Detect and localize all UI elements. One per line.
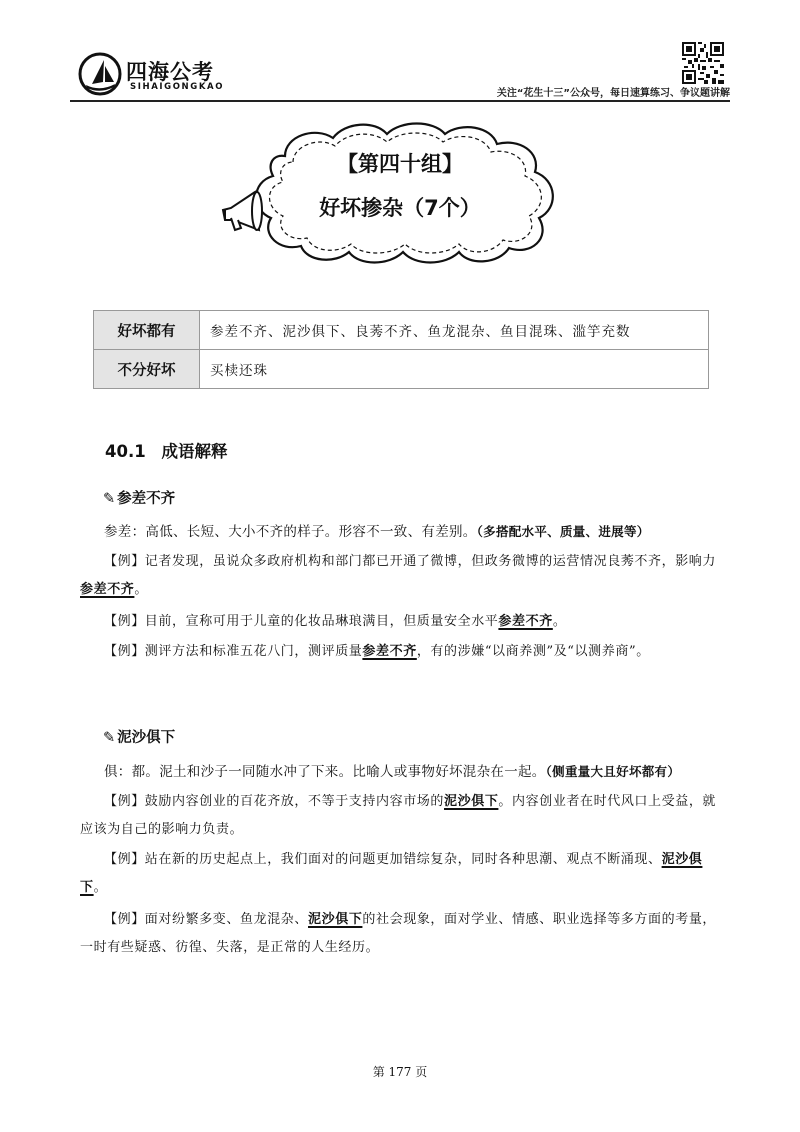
section-title-text: 成语解释 bbox=[161, 442, 228, 461]
table-row bbox=[94, 311, 709, 350]
example-paragraph: 【例】目前，宣称可用于儿童的化妆品琳琅满目，但质量安全水平参差不齐。 bbox=[104, 614, 567, 629]
header-note: 关注“花生十三”公众号，每日速算练习、争议题讲解 bbox=[496, 88, 730, 99]
idiom-definition: 俱：都。泥土和沙子一同随水冲了下来。比喻人或事物好坏混杂在一起。（侧重量大且好坏都有） bbox=[104, 764, 681, 780]
group-title: 【第四十组】 bbox=[337, 152, 463, 176]
page-header bbox=[70, 40, 730, 102]
brand-name-latin: SIHAIGONGKAO bbox=[130, 82, 225, 92]
pencil-icon: ✎ bbox=[103, 730, 116, 746]
highlighted-idiom: 参差不齐 bbox=[80, 582, 135, 597]
highlighted-idiom: 参差不齐 bbox=[362, 644, 417, 659]
highlighted-idiom: 泥沙俱下 bbox=[80, 852, 703, 895]
idiom-heading bbox=[103, 487, 175, 508]
header-divider bbox=[70, 100, 730, 102]
table-row bbox=[94, 350, 709, 389]
highlighted-idiom: 泥沙俱下 bbox=[308, 912, 363, 927]
table-key: 不分好坏 bbox=[94, 350, 200, 389]
example-paragraph: 【例】记者发现，虽说众多政府机构和部门都已开通了微博，但政务微博的运营情况良莠不齐，影响力参差不齐。 bbox=[80, 554, 717, 597]
idiom-name: 泥沙俱下 bbox=[117, 730, 176, 746]
section-number: 40.1 bbox=[105, 442, 146, 461]
usage-tag: （侧重量大且好坏都有） bbox=[545, 764, 681, 779]
idiom-heading bbox=[103, 726, 175, 747]
example-paragraph: 【例】站在新的历史起点上，我们面对的问题更加错综复杂，同时各种思潮、观点不断涌现、泥沙俱下。 bbox=[80, 852, 703, 895]
summary-table bbox=[93, 310, 709, 389]
table-value: 买椟还珠 bbox=[200, 350, 709, 389]
example-paragraph: 【例】面对纷繁多变、鱼龙混杂、泥沙俱下的社会现象，面对学业、情感、职业选择等多方面的考量，一时有些疑惑、彷徨、失落，是正常的人生经历。 bbox=[80, 912, 717, 955]
page-number: 第 177 页 bbox=[372, 1065, 428, 1079]
topic-title: 好坏掺杂（7个） bbox=[319, 196, 481, 220]
table-value: 参差不齐、泥沙俱下、良莠不齐、鱼龙混杂、鱼目混珠、滥竽充数 bbox=[200, 311, 709, 350]
brand-name: 四海公考 bbox=[126, 60, 214, 84]
sailboat-logo-icon bbox=[78, 52, 122, 96]
section-heading bbox=[105, 438, 227, 462]
highlighted-idiom: 参差不齐 bbox=[498, 614, 553, 629]
table-key: 好坏都有 bbox=[94, 311, 200, 350]
highlighted-idiom: 泥沙俱下 bbox=[444, 794, 499, 809]
idiom-name: 参差不齐 bbox=[117, 491, 176, 507]
example-paragraph: 【例】鼓励内容创业的百花齐放，不等于支持内容市场的泥沙俱下。内容创业者在时代风口上受益，就应该为自己的影响力负责。 bbox=[80, 794, 717, 837]
qr-code-icon bbox=[682, 42, 724, 84]
example-paragraph: 【例】测评方法和标准五花八门，测评质量参差不齐，有的涉嫌“以商养测”及“以测养商”。 bbox=[104, 644, 650, 659]
pencil-icon: ✎ bbox=[103, 491, 116, 507]
usage-tag: （多搭配水平、质量、进展等） bbox=[476, 524, 650, 539]
idiom-definition: 参差：高低、长短、大小不齐的样子。形容不一致、有差别。（多搭配水平、质量、进展等） bbox=[104, 524, 650, 540]
